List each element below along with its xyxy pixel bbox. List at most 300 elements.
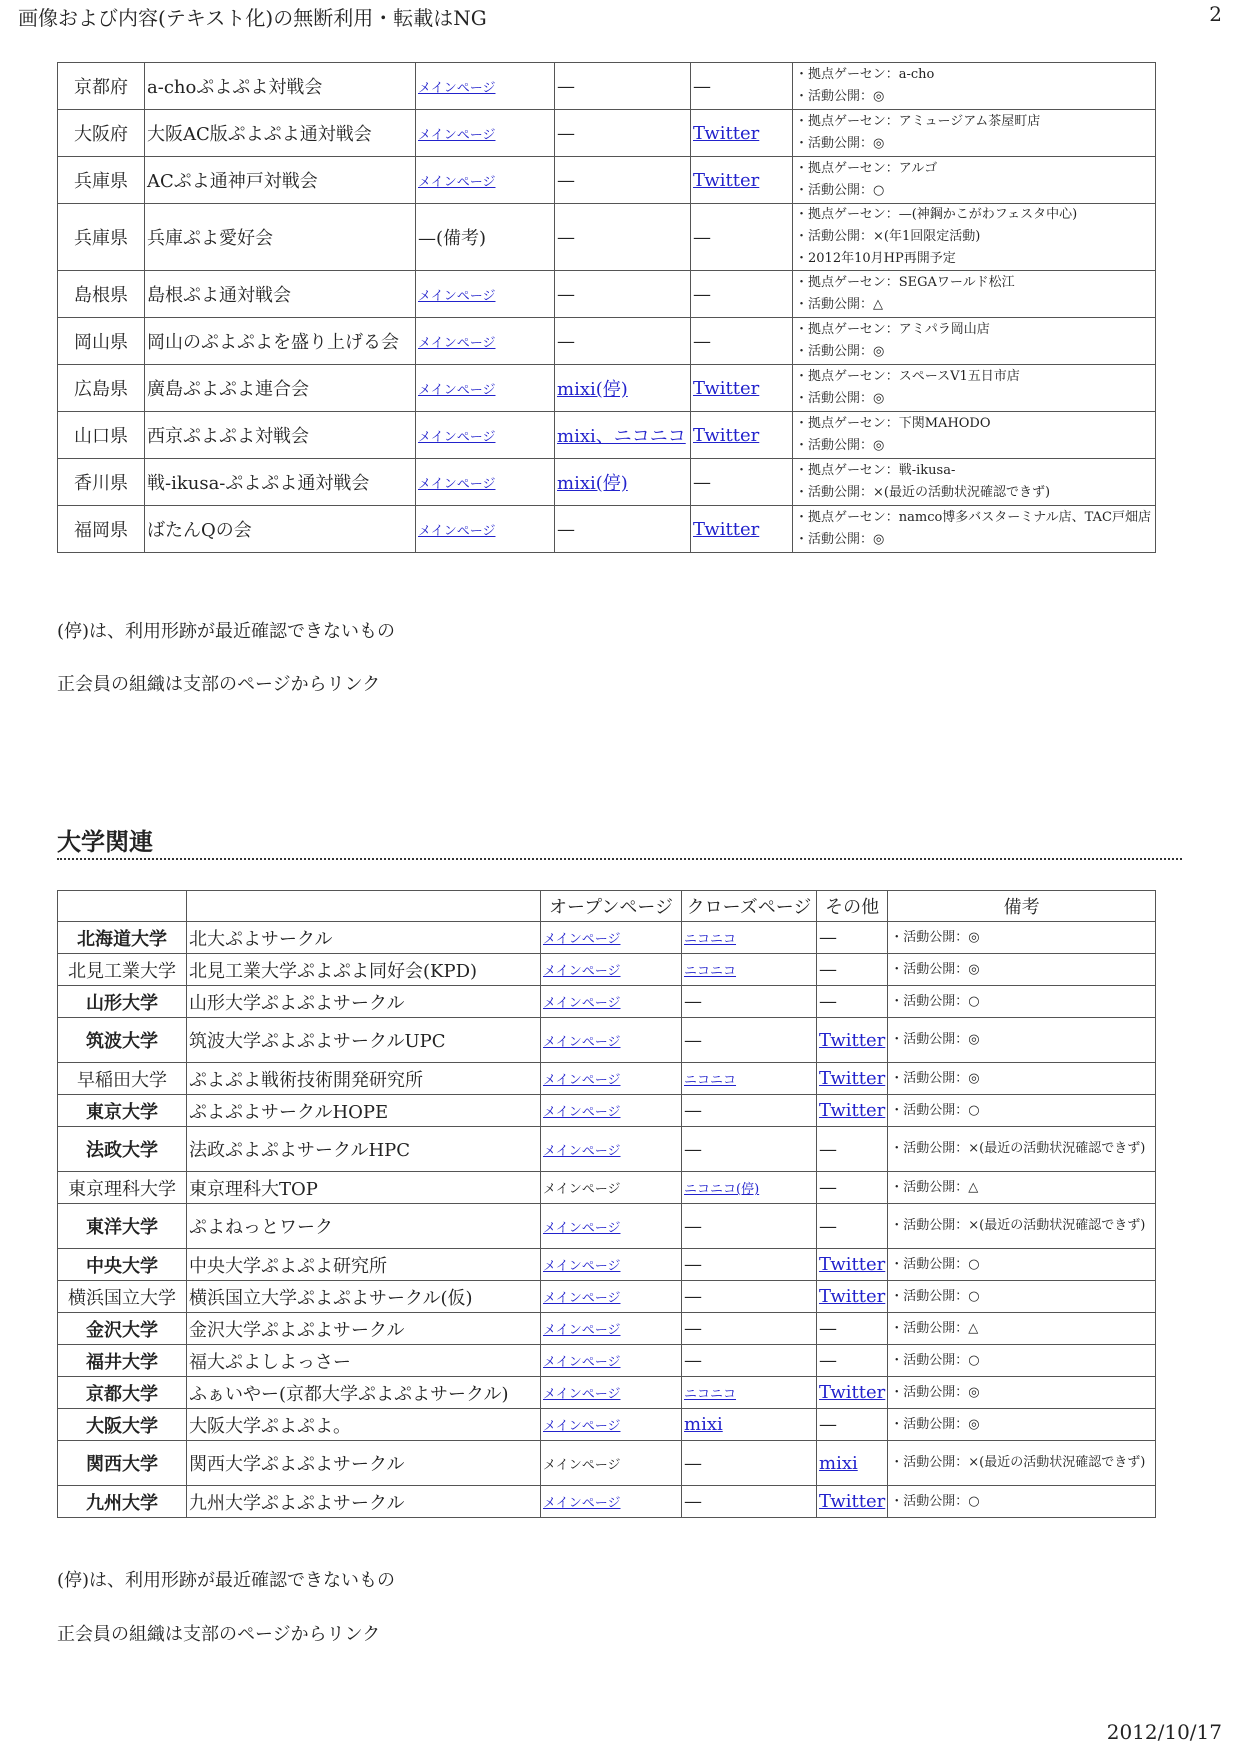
other-link bbox=[817, 1409, 888, 1441]
organization-cell-text: 兵庫ぷよ愛好会 bbox=[147, 228, 273, 249]
university-cell bbox=[58, 1486, 187, 1518]
twitter-link-text: — bbox=[693, 283, 711, 305]
university-cell bbox=[58, 1204, 187, 1249]
community-link bbox=[555, 204, 691, 271]
twitter-link-text[interactable]: Twitter bbox=[693, 377, 760, 399]
university-cell bbox=[58, 1313, 187, 1345]
organization-cell bbox=[145, 365, 416, 412]
twitter-link bbox=[691, 204, 793, 271]
remarks-cell bbox=[888, 954, 1156, 986]
remark-line: ・拠点ゲーセン：アミパラ岡山店 bbox=[795, 322, 990, 337]
other-link-text[interactable]: Twitter bbox=[819, 1029, 886, 1051]
community-link bbox=[555, 506, 691, 553]
remarks-cell bbox=[888, 1313, 1156, 1345]
remarks-cell-text: ・活動公開：◎ bbox=[890, 929, 980, 945]
main-page-link-text[interactable]: メインページ bbox=[418, 80, 496, 96]
community-link-text: — bbox=[557, 226, 575, 248]
table-row bbox=[58, 1249, 1156, 1281]
prefecture-cell-text: 兵庫県 bbox=[74, 228, 128, 249]
remarks-cell-text: ・活動公開：○ bbox=[890, 993, 980, 1009]
open-page-link-text[interactable]: メインページ bbox=[543, 1387, 621, 1402]
circle-name-cell bbox=[187, 1377, 541, 1409]
open-page-link[interactable] bbox=[541, 1377, 682, 1409]
remark-line: ・拠点ゲーセン：アミュージアム茶屋町店 bbox=[795, 114, 1041, 129]
remarks-cell bbox=[793, 506, 1156, 553]
other-link-text[interactable]: Twitter bbox=[819, 1491, 886, 1512]
community-link bbox=[555, 318, 691, 365]
table-header-row bbox=[58, 891, 1156, 922]
twitter-link-text: — bbox=[693, 226, 711, 248]
section-title-university: 大学関連 bbox=[57, 827, 153, 856]
university-cell-text: 関西大学 bbox=[86, 1454, 158, 1475]
table-row bbox=[58, 1063, 1156, 1095]
close-page-link bbox=[682, 1095, 817, 1127]
prefecture-cell bbox=[58, 271, 145, 318]
header-open-page: オープンページ bbox=[541, 891, 682, 922]
close-page-link-text: — bbox=[684, 1350, 702, 1371]
open-page-link-text: メインページ bbox=[543, 1182, 621, 1197]
open-page-link-text[interactable]: メインページ bbox=[543, 1034, 621, 1050]
main-page-link[interactable] bbox=[416, 365, 555, 412]
members-note-2: 正会員の組織は支部のページからリンク bbox=[57, 1624, 381, 1645]
open-page-link-text[interactable]: メインページ bbox=[543, 1419, 621, 1434]
remarks-cell bbox=[888, 1377, 1156, 1409]
remarks-cell-text: ・活動公開：△ bbox=[890, 1179, 979, 1195]
close-page-link bbox=[682, 1441, 817, 1486]
close-page-link-text: — bbox=[684, 1318, 702, 1339]
organization-cell bbox=[145, 110, 416, 157]
community-link-text: — bbox=[557, 75, 575, 97]
organization-cell-text: 廣島ぷよぷよ連合会 bbox=[147, 379, 309, 400]
circle-name-cell-text: ぷよぷよサークルHOPE bbox=[189, 1101, 389, 1123]
remarks-cell bbox=[888, 1063, 1156, 1095]
circle-name-cell-text: ふぁいやー(京都大学ぷよぷよサークル) bbox=[189, 1383, 509, 1405]
remarks-cell bbox=[793, 271, 1156, 318]
other-link-text[interactable]: Twitter bbox=[819, 1254, 886, 1275]
table-row bbox=[58, 1204, 1156, 1249]
twitter-link[interactable] bbox=[691, 365, 793, 412]
prefecture-cell bbox=[58, 157, 145, 204]
remark-line: ・活動公開：◎ bbox=[795, 438, 885, 453]
community-link bbox=[555, 63, 691, 110]
table-row bbox=[58, 365, 1156, 412]
main-page-link-text[interactable]: メインページ bbox=[418, 476, 496, 492]
circle-name-cell-text: 東京理科大TOP bbox=[189, 1178, 318, 1200]
print-date: 2012/10/17 bbox=[1106, 1720, 1222, 1744]
remarks-cell bbox=[888, 1204, 1156, 1249]
remark-line: ・拠点ゲーセン：アルゴ bbox=[795, 161, 938, 176]
circle-name-cell bbox=[187, 1441, 541, 1486]
twitter-link bbox=[691, 63, 793, 110]
other-link bbox=[817, 922, 888, 954]
other-link-text[interactable]: Twitter bbox=[819, 1100, 886, 1121]
twitter-link-text[interactable]: Twitter bbox=[693, 518, 760, 540]
table-row bbox=[58, 1345, 1156, 1377]
remarks-cell bbox=[888, 1486, 1156, 1518]
university-cell-text: 早稲田大学 bbox=[77, 1069, 167, 1091]
community-link[interactable] bbox=[555, 412, 691, 459]
organization-cell-text: ACぷよ通神戸対戦会 bbox=[147, 171, 318, 192]
prefecture-cell-text: 岡山県 bbox=[74, 332, 128, 353]
close-page-link-text[interactable]: ニコニコ bbox=[684, 1387, 737, 1402]
remarks-cell bbox=[888, 1018, 1156, 1063]
close-page-link-text: — bbox=[684, 1452, 702, 1474]
prefecture-cell-text: 京都府 bbox=[74, 77, 128, 98]
circle-name-cell-text: 金沢大学ぷよぷよサークル bbox=[189, 1319, 405, 1341]
close-page-link-text[interactable]: ニコニコ(停) bbox=[684, 1182, 760, 1197]
table-row bbox=[58, 1377, 1156, 1409]
other-link-text: — bbox=[819, 991, 837, 1012]
close-page-link-text: — bbox=[684, 1029, 702, 1051]
remarks-cell-text: ・活動公開：×(最近の活動状況確認できず) bbox=[890, 1141, 1146, 1156]
remark-line: ・活動公開：△ bbox=[795, 297, 883, 312]
circle-name-cell-text: 山形大学ぷよぷよサークル bbox=[189, 992, 405, 1014]
open-page-link-text[interactable]: メインページ bbox=[543, 964, 621, 979]
twitter-link-text[interactable]: Twitter bbox=[693, 169, 760, 191]
close-page-link[interactable] bbox=[682, 1172, 817, 1204]
community-link-text[interactable]: mixi、ニコニコ bbox=[557, 426, 686, 447]
open-page-link-text[interactable]: メインページ bbox=[543, 1073, 621, 1088]
community-link-text: — bbox=[557, 518, 575, 540]
twitter-link[interactable] bbox=[691, 506, 793, 553]
open-page-link[interactable] bbox=[541, 1345, 682, 1377]
table-row bbox=[58, 954, 1156, 986]
university-cell-text: 東洋大学 bbox=[86, 1217, 158, 1238]
open-page-link[interactable] bbox=[541, 954, 682, 986]
open-page-link-text[interactable]: メインページ bbox=[543, 1105, 621, 1120]
open-page-link-text[interactable]: メインページ bbox=[543, 1496, 621, 1511]
close-page-link-text[interactable]: ニコニコ bbox=[684, 1073, 737, 1088]
remark-line: ・拠点ゲーセン：namco博多バスターミナル店、TAC戸畑店 bbox=[795, 510, 1151, 525]
close-page-link-text: — bbox=[684, 1491, 702, 1512]
other-link-text[interactable]: Twitter bbox=[819, 1068, 886, 1089]
remarks-cell bbox=[888, 1281, 1156, 1313]
main-page-link-text: —(備考) bbox=[418, 228, 487, 249]
table-row bbox=[58, 1486, 1156, 1518]
other-link-text: — bbox=[819, 1138, 837, 1160]
table-row bbox=[58, 1172, 1156, 1204]
remark-line: ・活動公開：◎ bbox=[795, 344, 885, 359]
university-cell bbox=[58, 1377, 187, 1409]
remarks-cell bbox=[888, 1345, 1156, 1377]
main-page-link[interactable] bbox=[416, 63, 555, 110]
university-cell bbox=[58, 1063, 187, 1095]
twitter-link-text: — bbox=[693, 75, 711, 97]
other-link-text: — bbox=[819, 959, 837, 980]
close-page-link bbox=[682, 986, 817, 1018]
open-page-link-text[interactable]: メインページ bbox=[543, 1355, 621, 1370]
main-page-link[interactable] bbox=[416, 110, 555, 157]
open-page-link-text: メインページ bbox=[543, 1457, 621, 1473]
remark-line: ・拠点ゲーセン：a-cho bbox=[795, 67, 935, 82]
organization-cell bbox=[145, 318, 416, 365]
other-link bbox=[817, 1204, 888, 1249]
university-cell-text: 京都大学 bbox=[86, 1383, 158, 1405]
prefecture-cell bbox=[58, 63, 145, 110]
table-row bbox=[58, 63, 1156, 110]
close-page-link-text: — bbox=[684, 1138, 702, 1160]
main-page-link-text[interactable]: メインページ bbox=[418, 288, 496, 304]
remarks-cell-text: ・活動公開：○ bbox=[890, 1352, 980, 1368]
open-page-link[interactable] bbox=[541, 1018, 682, 1063]
main-page-link-text[interactable]: メインページ bbox=[418, 335, 496, 351]
remarks-cell bbox=[793, 110, 1156, 157]
other-link[interactable] bbox=[817, 1063, 888, 1095]
organization-cell bbox=[145, 459, 416, 506]
header-cell bbox=[187, 891, 541, 922]
remarks-cell bbox=[888, 1409, 1156, 1441]
organization-cell bbox=[145, 157, 416, 204]
remarks-cell-text: ・活動公開：○ bbox=[890, 1288, 980, 1304]
other-link-text: — bbox=[819, 1177, 837, 1198]
remark-line: ・拠点ゲーセン：スペースV1五日市店 bbox=[795, 369, 1020, 384]
university-groups-table bbox=[57, 890, 1156, 1518]
remarks-cell bbox=[793, 318, 1156, 365]
table-row bbox=[58, 1095, 1156, 1127]
other-link-text[interactable]: Twitter bbox=[819, 1286, 886, 1307]
university-cell-text: 北見工業大学 bbox=[68, 960, 176, 982]
table-row bbox=[58, 459, 1156, 506]
circle-name-cell bbox=[187, 954, 541, 986]
university-cell bbox=[58, 1409, 187, 1441]
university-cell bbox=[58, 1441, 187, 1486]
close-page-link-text: — bbox=[684, 991, 702, 1012]
community-link[interactable] bbox=[555, 365, 691, 412]
remarks-cell-text: ・活動公開：○ bbox=[890, 1102, 980, 1118]
community-link-text: — bbox=[557, 283, 575, 305]
open-page-link[interactable] bbox=[541, 1486, 682, 1518]
open-page-link-text[interactable]: メインページ bbox=[543, 1259, 621, 1274]
table-row bbox=[58, 922, 1156, 954]
organization-cell bbox=[145, 63, 416, 110]
circle-name-cell bbox=[187, 1313, 541, 1345]
circle-name-cell-text: 法政ぷよぷよサークルHPC bbox=[189, 1140, 411, 1161]
prefecture-cell bbox=[58, 412, 145, 459]
university-cell bbox=[58, 954, 187, 986]
close-page-link[interactable] bbox=[682, 1377, 817, 1409]
remarks-cell-text: ・活動公開：×(最近の活動状況確認できず) bbox=[890, 1218, 1146, 1233]
other-link-text: — bbox=[819, 1414, 837, 1435]
open-page-link[interactable] bbox=[541, 986, 682, 1018]
main-page-link[interactable] bbox=[416, 459, 555, 506]
university-cell bbox=[58, 1249, 187, 1281]
main-page-link[interactable] bbox=[416, 412, 555, 459]
open-page-link-text[interactable]: メインページ bbox=[543, 1143, 621, 1159]
open-page-link-text[interactable]: メインページ bbox=[543, 1323, 621, 1338]
main-page-link[interactable] bbox=[416, 506, 555, 553]
circle-name-cell bbox=[187, 1063, 541, 1095]
remarks-cell-text: ・活動公開：◎ bbox=[890, 1384, 980, 1400]
remark-line: ・拠点ゲーセン：下関MAHODO bbox=[795, 416, 991, 431]
remark-line: ・活動公開：◎ bbox=[795, 136, 885, 151]
circle-name-cell bbox=[187, 1018, 541, 1063]
remarks-cell-text: ・活動公開：×(最近の活動状況確認できず) bbox=[890, 1455, 1146, 1470]
twitter-link[interactable] bbox=[691, 412, 793, 459]
organization-cell-text: ばたんQの会 bbox=[147, 520, 252, 541]
close-page-link bbox=[682, 1249, 817, 1281]
remarks-cell-text: ・活動公開：○ bbox=[890, 1256, 980, 1272]
main-page-link[interactable] bbox=[416, 157, 555, 204]
other-link[interactable] bbox=[817, 1486, 888, 1518]
close-page-link bbox=[682, 1204, 817, 1249]
main-page-link-text[interactable]: メインページ bbox=[418, 174, 496, 190]
main-page-link-text[interactable]: メインページ bbox=[418, 127, 496, 143]
remarks-cell-text: ・活動公開：◎ bbox=[890, 961, 980, 977]
prefecture-cell bbox=[58, 459, 145, 506]
community-link-text[interactable]: mixi(停) bbox=[557, 473, 628, 494]
twitter-link-text: — bbox=[693, 471, 711, 493]
open-page-link[interactable] bbox=[541, 1204, 682, 1249]
close-page-link-text: — bbox=[684, 1254, 702, 1275]
open-page-link[interactable] bbox=[541, 1281, 682, 1313]
community-link-text: — bbox=[557, 169, 575, 191]
close-page-link-text[interactable]: mixi bbox=[684, 1414, 723, 1435]
university-cell bbox=[58, 986, 187, 1018]
open-page-link[interactable] bbox=[541, 1095, 682, 1127]
twitter-link[interactable] bbox=[691, 110, 793, 157]
table-row bbox=[58, 506, 1156, 553]
prefecture-cell-text: 福岡県 bbox=[74, 520, 128, 541]
remark-line: ・活動公開：◎ bbox=[795, 391, 885, 406]
circle-name-cell bbox=[187, 922, 541, 954]
table-row bbox=[58, 157, 1156, 204]
circle-name-cell-text: 北大ぷよサークル bbox=[189, 928, 333, 950]
open-page-link-text[interactable]: メインページ bbox=[543, 932, 621, 947]
organization-cell bbox=[145, 271, 416, 318]
open-page-link-text[interactable]: メインページ bbox=[543, 1220, 621, 1236]
remarks-cell-text: ・活動公開：◎ bbox=[890, 1070, 980, 1086]
close-page-link bbox=[682, 1018, 817, 1063]
table-row bbox=[58, 1281, 1156, 1313]
prefecture-cell bbox=[58, 506, 145, 553]
university-cell-text: 山形大学 bbox=[86, 992, 158, 1014]
organization-cell bbox=[145, 506, 416, 553]
circle-name-cell bbox=[187, 1095, 541, 1127]
page-number: 2 bbox=[1209, 2, 1222, 26]
main-page-link-text[interactable]: メインページ bbox=[418, 523, 496, 539]
header-other: その他 bbox=[817, 891, 888, 922]
prefecture-cell bbox=[58, 204, 145, 271]
remark-line: ・2012年10月HP再開予定 bbox=[795, 251, 956, 266]
table-row bbox=[58, 986, 1156, 1018]
main-page-link[interactable] bbox=[416, 318, 555, 365]
remark-line: ・活動公開：×(年1回限定活動) bbox=[795, 229, 981, 244]
remarks-cell bbox=[793, 412, 1156, 459]
close-page-link-text: — bbox=[684, 1215, 702, 1237]
remark-line: ・活動公開：○ bbox=[795, 183, 885, 198]
remarks-cell bbox=[793, 204, 1156, 271]
table-row bbox=[58, 1127, 1156, 1172]
circle-name-cell bbox=[187, 1249, 541, 1281]
university-cell-text: 大阪大学 bbox=[86, 1415, 158, 1437]
prefecture-cell-text: 島根県 bbox=[74, 285, 128, 306]
members-note: 正会員の組織は支部のページからリンク bbox=[57, 674, 381, 695]
prefecture-cell-text: 香川県 bbox=[74, 473, 128, 494]
open-page-link-text[interactable]: メインページ bbox=[543, 996, 621, 1011]
circle-name-cell bbox=[187, 1409, 541, 1441]
close-page-link-text[interactable]: ニコニコ bbox=[684, 964, 737, 979]
other-link bbox=[817, 1313, 888, 1345]
close-page-link-text: — bbox=[684, 1286, 702, 1307]
open-page-link[interactable] bbox=[541, 1409, 682, 1441]
circle-name-cell bbox=[187, 1172, 541, 1204]
remarks-cell bbox=[793, 157, 1156, 204]
university-cell bbox=[58, 1172, 187, 1204]
open-page-link[interactable] bbox=[541, 1063, 682, 1095]
prefecture-cell bbox=[58, 110, 145, 157]
close-page-link-text[interactable]: ニコニコ bbox=[684, 932, 737, 947]
main-page-link-text[interactable]: メインページ bbox=[418, 429, 496, 445]
open-page-link[interactable] bbox=[541, 922, 682, 954]
open-page-link[interactable] bbox=[541, 1249, 682, 1281]
other-link[interactable] bbox=[817, 1095, 888, 1127]
main-page-link[interactable] bbox=[416, 271, 555, 318]
close-page-link bbox=[682, 1313, 817, 1345]
university-cell-text: 東京理科大学 bbox=[68, 1178, 176, 1200]
remarks-cell bbox=[888, 1127, 1156, 1172]
close-page-link-text: — bbox=[684, 1100, 702, 1121]
other-link-text[interactable]: mixi bbox=[819, 1452, 858, 1474]
circle-name-cell-text: 福大ぷよしよっさー bbox=[189, 1351, 351, 1373]
remark-line: ・拠点ゲーセン：SEGAワールド松江 bbox=[795, 275, 1015, 290]
header-remarks: 備考 bbox=[888, 891, 1156, 922]
remarks-cell-text: ・活動公開：△ bbox=[890, 1320, 979, 1336]
other-link bbox=[817, 954, 888, 986]
table-row bbox=[58, 204, 1156, 271]
remarks-cell bbox=[793, 459, 1156, 506]
twitter-link-text: — bbox=[693, 330, 711, 352]
university-cell-text: 九州大学 bbox=[86, 1492, 158, 1514]
community-link-text: — bbox=[557, 122, 575, 144]
twitter-link bbox=[691, 318, 793, 365]
close-page-link[interactable] bbox=[682, 922, 817, 954]
circle-name-cell-text: 関西大学ぷよぷよサークル bbox=[189, 1454, 405, 1475]
organization-cell-text: 島根ぷよ通対戦会 bbox=[147, 285, 291, 306]
other-link-text: — bbox=[819, 927, 837, 948]
main-page-link-text[interactable]: メインページ bbox=[418, 382, 496, 398]
twitter-link[interactable] bbox=[691, 157, 793, 204]
other-link[interactable] bbox=[817, 1249, 888, 1281]
close-page-link[interactable] bbox=[682, 1063, 817, 1095]
other-link[interactable] bbox=[817, 1441, 888, 1486]
circle-name-cell bbox=[187, 1204, 541, 1249]
twitter-link bbox=[691, 271, 793, 318]
community-link-text[interactable]: mixi(停) bbox=[557, 379, 628, 400]
twitter-link-text[interactable]: Twitter bbox=[693, 122, 760, 144]
university-cell bbox=[58, 922, 187, 954]
open-page-link[interactable] bbox=[541, 1127, 682, 1172]
open-page-link[interactable] bbox=[541, 1313, 682, 1345]
prefecture-cell bbox=[58, 365, 145, 412]
university-cell bbox=[58, 1127, 187, 1172]
twitter-link-text[interactable]: Twitter bbox=[693, 424, 760, 446]
open-page-link-text[interactable]: メインページ bbox=[543, 1291, 621, 1306]
close-page-link[interactable] bbox=[682, 1409, 817, 1441]
other-link-text: — bbox=[819, 1215, 837, 1237]
other-link[interactable] bbox=[817, 1377, 888, 1409]
other-link[interactable] bbox=[817, 1281, 888, 1313]
circle-name-cell bbox=[187, 1127, 541, 1172]
circle-name-cell-text: 横浜国立大学ぷよぷよサークル(仮) bbox=[189, 1287, 473, 1309]
close-page-link[interactable] bbox=[682, 954, 817, 986]
other-link[interactable] bbox=[817, 1018, 888, 1063]
remarks-cell bbox=[888, 1249, 1156, 1281]
university-cell-text: 横浜国立大学 bbox=[68, 1287, 176, 1309]
other-link-text[interactable]: Twitter bbox=[819, 1382, 886, 1403]
remarks-cell bbox=[888, 1172, 1156, 1204]
remarks-cell bbox=[888, 1441, 1156, 1486]
community-link[interactable] bbox=[555, 459, 691, 506]
